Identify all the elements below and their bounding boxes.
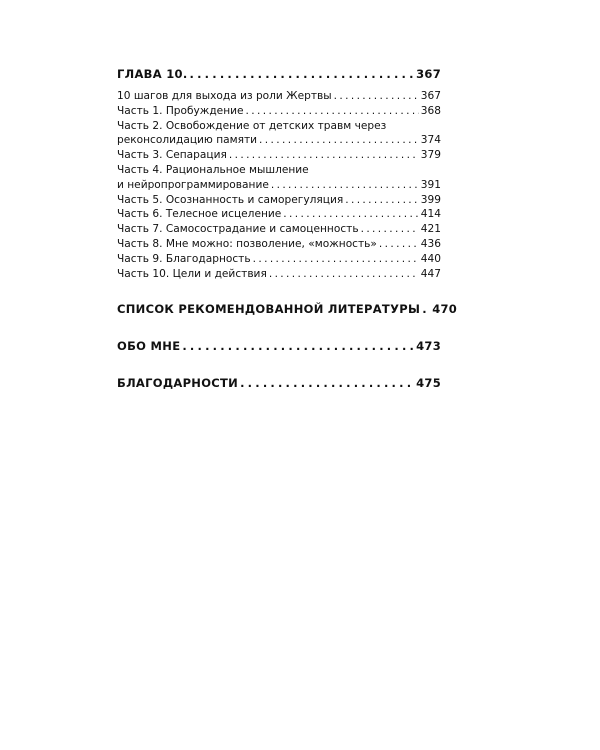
page-number: 440 — [420, 252, 441, 265]
entry-title: Часть 5. Осознанность и саморегуляция — [117, 193, 344, 206]
page-number: 367 — [416, 67, 441, 81]
chapter-title: ГЛАВА 10. — [117, 67, 188, 81]
page-number: 475 — [416, 376, 441, 391]
entry-title: и нейропрограммирование — [117, 178, 269, 191]
toc-entry[interactable] — [117, 207, 441, 222]
leader-dots — [271, 178, 419, 193]
leader-dots — [334, 89, 419, 104]
spacer — [117, 355, 441, 375]
toc-entry[interactable] — [117, 148, 441, 163]
leader-dots — [361, 222, 419, 237]
toc-entry[interactable] — [117, 222, 441, 237]
toc-entry[interactable] — [117, 89, 441, 104]
leader-dots — [229, 148, 419, 163]
leader-dots — [253, 252, 419, 267]
leader-dots — [283, 207, 418, 222]
leader-dots — [190, 66, 415, 83]
entry-title: Часть 10. Цели и действия — [117, 267, 267, 280]
section-title: БЛАГОДАРНОСТИ — [117, 376, 239, 391]
toc-chapter-heading[interactable] — [117, 66, 441, 83]
entry-title-line1: Часть 2. Освобождение от детских травм через — [117, 119, 387, 132]
toc-section-acknowledgements[interactable] — [117, 375, 441, 392]
page-number: 379 — [420, 149, 441, 162]
entry-title: Часть 3. Сепарация — [117, 149, 227, 162]
leader-dots — [379, 237, 419, 252]
toc-section-bibliography[interactable] — [117, 301, 458, 318]
section-title: СПИСОК РЕКОМЕНДОВАННОЙ ЛИТЕРАТУРЫ — [117, 302, 421, 317]
toc-section-about-me[interactable] — [117, 338, 441, 355]
page-number: 436 — [420, 237, 441, 250]
page-number: 367 — [420, 90, 441, 102]
page-number: 391 — [420, 178, 441, 191]
leader-dots — [246, 104, 419, 119]
spacer — [117, 318, 441, 338]
entry-title: Часть 8. Мне можно: позволение, «можность» — [117, 237, 377, 250]
leader-dots — [182, 338, 414, 355]
toc-entry[interactable] — [117, 267, 441, 282]
entry-title-line1: Часть 4. Рациональное мышление — [117, 163, 309, 176]
toc-entry[interactable] — [117, 252, 441, 267]
leader-dots — [422, 301, 430, 318]
leader-dots — [345, 193, 419, 208]
page-number: 368 — [420, 104, 441, 117]
leader-dots — [259, 133, 419, 148]
page-number: 470 — [432, 302, 458, 317]
page-number: 421 — [420, 223, 441, 236]
entry-title: реконсолидацию памяти — [117, 134, 258, 147]
entry-title: Часть 6. Телесное исцеление — [117, 208, 282, 221]
leader-dots — [269, 267, 419, 282]
table-of-contents — [117, 66, 458, 392]
toc-entry[interactable] — [117, 193, 441, 208]
section-title: ОБО МНЕ — [117, 339, 181, 354]
spacer — [117, 281, 441, 301]
toc-entry[interactable] — [117, 133, 441, 148]
page-number: 374 — [420, 134, 441, 147]
entry-title: 10 шагов для выхода из роли Жертвы — [117, 90, 332, 102]
toc-entry[interactable] — [117, 104, 441, 119]
entry-title: Часть 7. Самосострадание и самоценность — [117, 223, 359, 236]
page-number: 414 — [420, 208, 441, 221]
page-number: 447 — [420, 267, 441, 280]
toc-entry[interactable] — [117, 237, 441, 252]
page-number: 399 — [420, 193, 441, 206]
toc-entry[interactable] — [117, 178, 441, 193]
leader-dots — [240, 375, 414, 392]
entry-title: Часть 9. Благодарность — [117, 252, 251, 265]
page-number: 473 — [416, 339, 441, 354]
entry-title: Часть 1. Пробуждение — [117, 104, 244, 117]
